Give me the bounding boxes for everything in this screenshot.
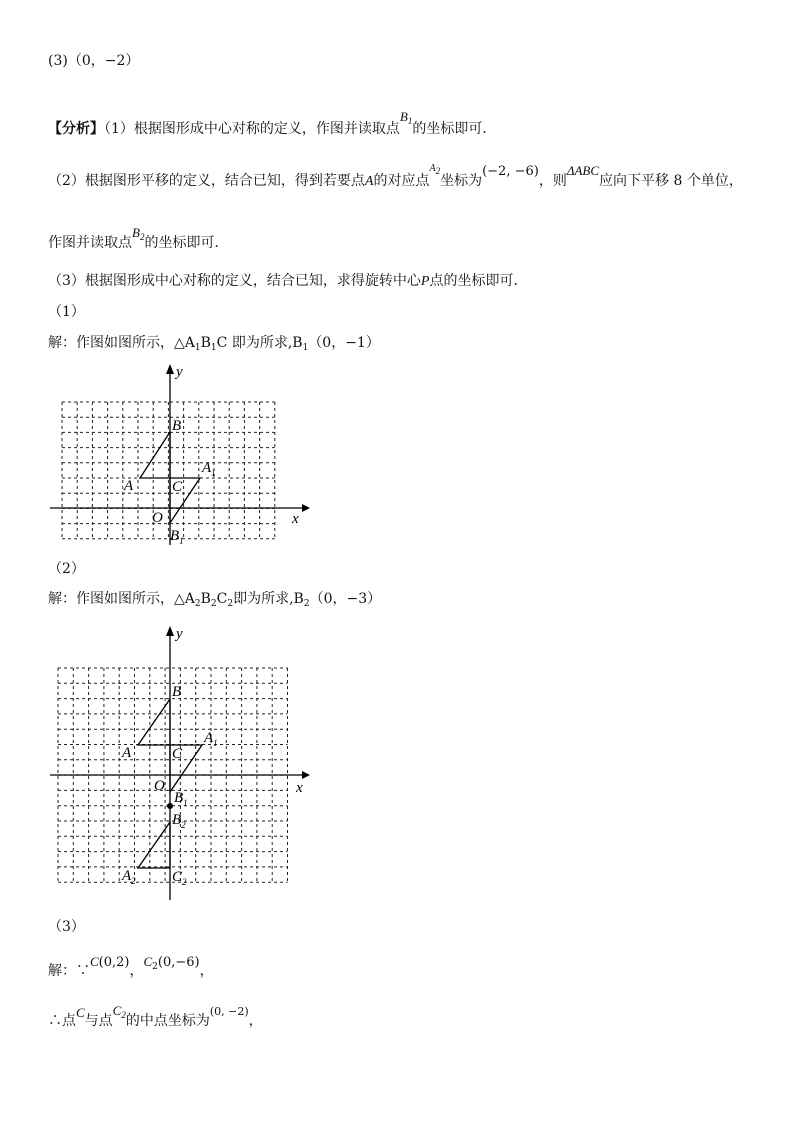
x-axis-arrow-icon bbox=[302, 504, 310, 512]
analysis-line-1 bbox=[48, 109, 497, 142]
point-a-label: A bbox=[124, 478, 134, 494]
point-c-label: C bbox=[172, 479, 183, 495]
center-point-marker bbox=[167, 803, 173, 809]
y-axis-label: y bbox=[176, 364, 183, 380]
figure-2-coordinate-grid bbox=[40, 622, 330, 902]
part-1-solution: 解：作图如图所示，$\triangle A_1B_1C$ 即为所求$,B_1(0$，−1） bbox=[48, 335, 380, 353]
previous-answer-line: (3)（0，−2） bbox=[48, 53, 140, 69]
analysis-line-2: （2）根据图形平移的定义，结合已知，得到若要点A的对应点$^{A2}$坐标为(−2, −6)，则ΔABC应向下平移 8 个单位， bbox=[48, 163, 743, 189]
part-1-label: （1） bbox=[48, 304, 85, 320]
x-axis-label: x bbox=[292, 511, 299, 527]
analysis-text: 的坐标即可． bbox=[412, 121, 497, 137]
part-3-label: （3） bbox=[48, 919, 85, 935]
point-b2-label: $B_2$ bbox=[172, 812, 186, 830]
x-axis-label: x bbox=[296, 780, 303, 796]
analysis-line-4: （3）根据图形成中心对称的定义，结合已知，求得旋转中心P点的坐标即可． bbox=[48, 273, 528, 289]
y-axis-arrow-icon bbox=[166, 626, 174, 636]
point-c2-label: $C_2$ bbox=[172, 869, 187, 887]
point-a-label: A bbox=[122, 745, 132, 761]
y-axis-arrow-icon bbox=[166, 364, 174, 374]
point-b1-label: $B_1$ bbox=[174, 790, 188, 808]
point-b-label: B bbox=[172, 684, 182, 700]
point-a1-label: $A_1$ bbox=[202, 460, 216, 478]
analysis-line-3: 作图并读取点$B_2$的坐标即可． bbox=[48, 225, 229, 251]
y-axis-label: y bbox=[176, 626, 183, 642]
x-axis-arrow-icon bbox=[302, 771, 310, 779]
part-2-label: （2） bbox=[48, 561, 85, 577]
part-3-solution: 解：∵C(0,2)，$C_2(0,-6)$， bbox=[48, 954, 214, 979]
point-a1-label: $A_1$ bbox=[204, 730, 218, 748]
triangle-abc: ΔABC bbox=[566, 163, 600, 178]
point-b1-label: $B_1$ bbox=[170, 528, 184, 546]
part-2-solution: 解：作图如图所示，$\triangle A_2B_2C_2$即为所求$,B_2(0$，−3） bbox=[48, 591, 382, 609]
analysis-tag: 【分析】 bbox=[48, 121, 104, 137]
origin-label: O bbox=[152, 510, 163, 526]
coordinate: (−2, −6) bbox=[482, 164, 539, 179]
point-a2-label: $A_2$ bbox=[122, 868, 136, 886]
part-3-midpoint: ∴点C与点$C_2$的中点坐标为$^{(0, -2)}$， bbox=[48, 1003, 263, 1029]
analysis-text: （1）根据图形成中心对称的定义，作图并读取点 bbox=[104, 121, 400, 137]
figure-1-coordinate-grid bbox=[40, 360, 320, 550]
point-c-label: C bbox=[172, 746, 183, 762]
point-b1-label: $B_1$ bbox=[399, 109, 413, 126]
triangle-abc bbox=[140, 432, 170, 478]
point-b-label: B bbox=[172, 418, 182, 434]
origin-label: O bbox=[154, 778, 165, 794]
